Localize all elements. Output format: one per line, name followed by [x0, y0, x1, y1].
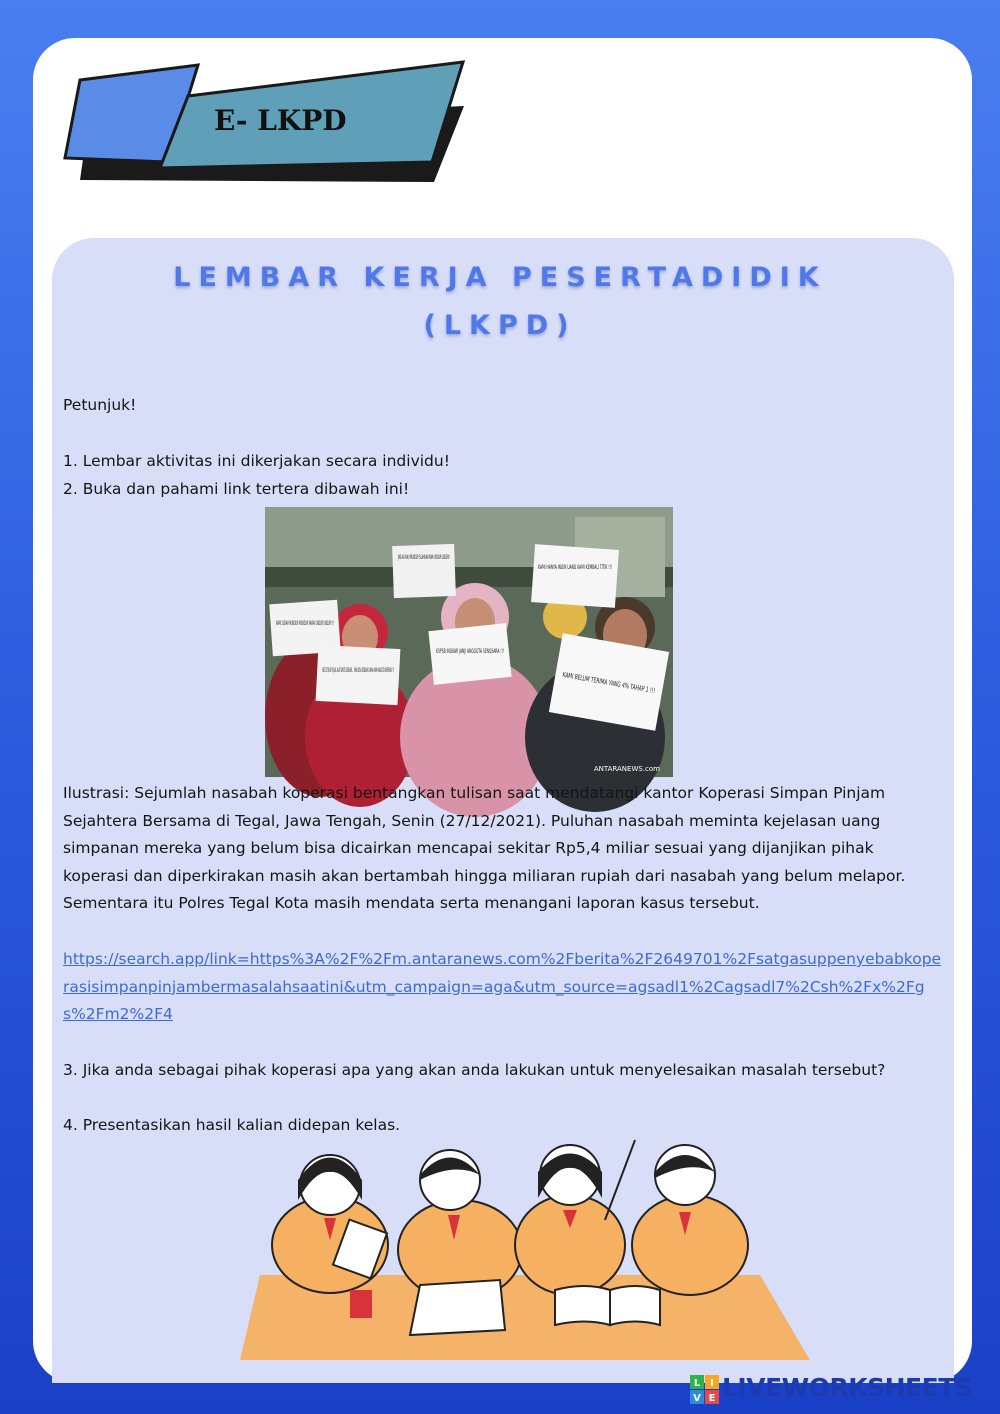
sign-text-6: KAMI BELUM TERIMA YANG 4% TAHAP 1 !!!	[561, 670, 711, 705]
photo-credit: ANTARANEWS.com	[593, 765, 660, 773]
liveworksheets-logo-icon	[690, 1375, 720, 1405]
logo-letter-v: V	[693, 1393, 701, 1404]
sign-text-2: KAMI HANYA INGIN UANG KAMI KEMBALI TITIK !!!	[538, 564, 612, 571]
instruction-step-2: 2. Buka dan pahami link tertera dibawah ini!	[63, 480, 410, 498]
news-article-link[interactable]: https://search.app/link=https%3A%2F%2Fm.antaranews.com%2Fberita%2F2649701%2Fsatgasuppenyebabkoperasisimpanpinjambermasalahsaatini&utm_campaign=aga&utm_source=agsadl1%2Cagsadl7%2Csh%2Fx%2Fgs%2Fm2%2F4	[63, 950, 942, 1024]
illustration-paragraph: Ilustrasi: Sejumlah nasabah koperasi bentangkan tulisan saat mendatangi kantor Koperasi Simpan Pinjam Sejahtera Bersama di Tegal, Jawa Tengah, Senin (27/12/2021). Puluhan nasabah meminta kejelasan uang simpanan mereka yang belum bisa dicairkan mencapai sekitar Rp5,4 miliar sesuai yang dijanjikan pihak koperasi dan diperkirakan masih akan bertambah hingga miliaran rupiah dari nasabah yang belum melapor. Sementara itu Polres Tegal Kota masih mendata serta menangani laporan kasus tersebut.	[63, 784, 906, 913]
students-illustration	[240, 1100, 820, 1360]
instruction-step-3: 3. Jika anda sebagai pihak koperasi apa yang akan anda lakukan untuk menyelesaikan masalah tersebut?	[63, 1061, 886, 1079]
sign-text-5: KSPSB INGKAR JANJI ANGGOTA SENGSARA !!!	[436, 648, 504, 655]
instruction-step-4: 4. Presentasikan hasil kalian didepan kelas.	[63, 1116, 401, 1134]
sign-text-4: 085727363879 JUAL ALAT BANTU DENGAR... YANG BISA DENGAR SUARA KAMI ANGGOTA KOPERASI !!!	[322, 667, 394, 674]
logo-letter-e: E	[708, 1393, 716, 1404]
page-subtitle: (LKPD)	[423, 310, 577, 341]
sign-text-3: KAMI SUDAH MUNDUR MUNDUR KAYAK UNDUR UNDUR !!!	[276, 620, 334, 627]
logo-letter-l: L	[693, 1378, 701, 1389]
instructions-heading: Petunjuk!	[63, 396, 137, 414]
protest-photo-image	[265, 507, 711, 777]
logo-letter-i: I	[710, 1378, 714, 1389]
students-drawing	[240, 1100, 820, 1360]
page-title: LEMBAR KERJA PESERTADIDIK	[173, 262, 827, 293]
liveworksheets-watermark	[690, 1372, 990, 1406]
news-photo	[265, 507, 711, 777]
banner-title: E- LKPD	[214, 104, 347, 137]
instruction-step-1: 1. Lembar aktivitas ini dikerjakan secara individu!	[63, 452, 450, 470]
watermark-text: LIVEWORKSHEETS	[722, 1373, 973, 1402]
sign-text-1: JIKA KA MAU MUNDUR SILAHKAN KAMI UNDUR UNDUR!!	[397, 554, 450, 561]
